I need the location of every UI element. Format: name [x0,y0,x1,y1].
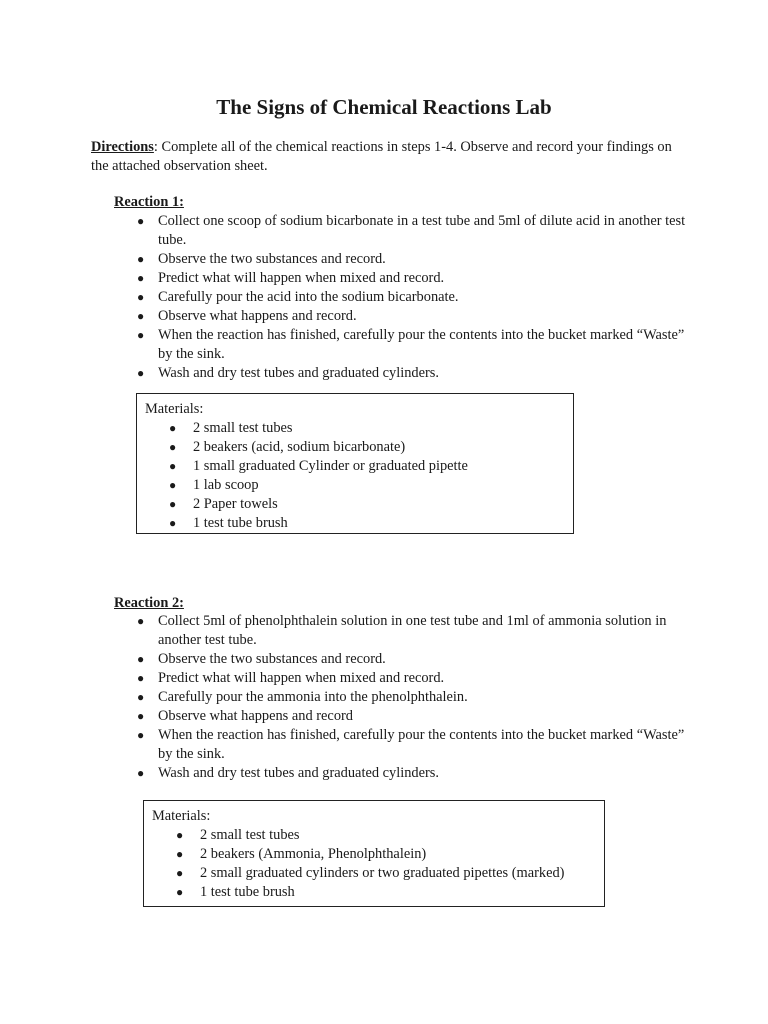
bullet-icon: ● [137,290,145,304]
material-text: 1 small graduated Cylinder or graduated pipette [193,458,468,474]
material-text: 2 small graduated cylinders or two graduated pipettes (marked) [200,865,565,881]
bullet-icon: ● [176,885,184,899]
list-item [135,764,695,783]
bullet-icon: ● [137,214,145,228]
step-text: Collect 5ml of phenolphthalein solution in one test tube and 1ml of ammonia solution in another test tube. [158,613,667,648]
material-text: 1 test tube brush [200,884,295,900]
bullet-icon: ● [137,690,145,704]
step-text: Collect one scoop of sodium bicarbonate in a test tube and 5ml of dilute acid in another test tube. [158,213,686,248]
bullet-icon: ● [169,440,177,454]
step-text: Predict what will happen when mixed and record. [158,270,445,286]
step-text: Carefully pour the ammonia into the phenolphthalein. [158,689,468,705]
bullet-icon: ● [137,309,145,323]
page-title: The Signs of Chemical Reactions Lab [216,95,552,119]
list-item [176,864,596,883]
list-item [135,707,695,726]
bullet-icon: ● [176,828,184,842]
bullet-icon: ● [169,516,177,530]
reaction-2-materials-box [143,800,605,907]
list-item [135,269,695,288]
material-text: 2 beakers (Ammonia, Phenolphthalein) [200,846,427,862]
material-text: 1 test tube brush [193,515,288,531]
materials-label: Materials: [152,808,211,824]
list-item [169,514,565,533]
bullet-icon: ● [137,366,145,380]
list-item [135,612,695,650]
material-text: 2 small test tubes [193,420,293,436]
material-text: 2 small test tubes [200,827,300,843]
directions-paragraph [91,138,691,176]
step-text: Observe what happens and record [158,708,353,724]
step-text: Wash and dry test tubes and graduated cylinders. [158,365,439,381]
bullet-icon: ● [137,671,145,685]
step-text: Observe the two substances and record. [158,251,386,267]
material-text: 2 Paper towels [193,496,278,512]
list-item [135,307,695,326]
bullet-icon: ● [137,328,145,342]
material-text: 1 lab scoop [193,477,259,493]
step-text: Observe the two substances and record. [158,651,386,667]
materials-list [152,826,596,902]
reaction-1-heading: Reaction 1: [114,194,184,210]
step-text: Predict what will happen when mixed and record. [158,670,445,686]
bullet-icon: ● [169,497,177,511]
reaction-2-heading: Reaction 2: [114,595,184,611]
bullet-icon: ● [137,766,145,780]
list-item [135,688,695,707]
bullet-icon: ● [137,652,145,666]
list-item [135,669,695,688]
list-item [135,288,695,307]
step-text: When the reaction has finished, carefully pour the contents into the bucket marked “Waste” by the sink. [158,327,685,362]
list-item [135,326,695,364]
bullet-icon: ● [137,271,145,285]
list-item [176,826,596,845]
reaction-2-steps [135,612,695,783]
list-item [135,364,695,383]
directions-label: Directions [91,139,154,155]
bullet-icon: ● [137,252,145,266]
list-item [176,845,596,864]
bullet-icon: ● [137,614,145,628]
bullet-icon: ● [169,421,177,435]
bullet-icon: ● [176,866,184,880]
list-item [135,212,695,250]
bullet-icon: ● [169,459,177,473]
bullet-icon: ● [137,728,145,742]
list-item [135,726,695,764]
material-text: 2 beakers (acid, sodium bicarbonate) [193,439,406,455]
step-text: Carefully pour the acid into the sodium bicarbonate. [158,289,459,305]
list-item [169,457,565,476]
materials-label: Materials: [145,401,204,417]
list-item [169,438,565,457]
step-text: When the reaction has finished, carefully pour the contents into the bucket marked “Waste” by the sink. [158,727,685,762]
list-item [135,650,695,669]
reaction-1-steps [135,212,695,383]
step-text: Wash and dry test tubes and graduated cylinders. [158,765,439,781]
bullet-icon: ● [176,847,184,861]
list-item [169,476,565,495]
reaction-1-materials-box [136,393,574,534]
bullet-icon: ● [169,478,177,492]
materials-list [145,419,565,533]
directions-text: : Complete all of the chemical reactions in steps 1-4. Observe and record your findings on the attached observation sheet. [91,139,672,174]
list-item [135,250,695,269]
bullet-icon: ● [137,709,145,723]
step-text: Observe what happens and record. [158,308,357,324]
list-item [169,495,565,514]
list-item [169,419,565,438]
list-item [176,883,596,902]
